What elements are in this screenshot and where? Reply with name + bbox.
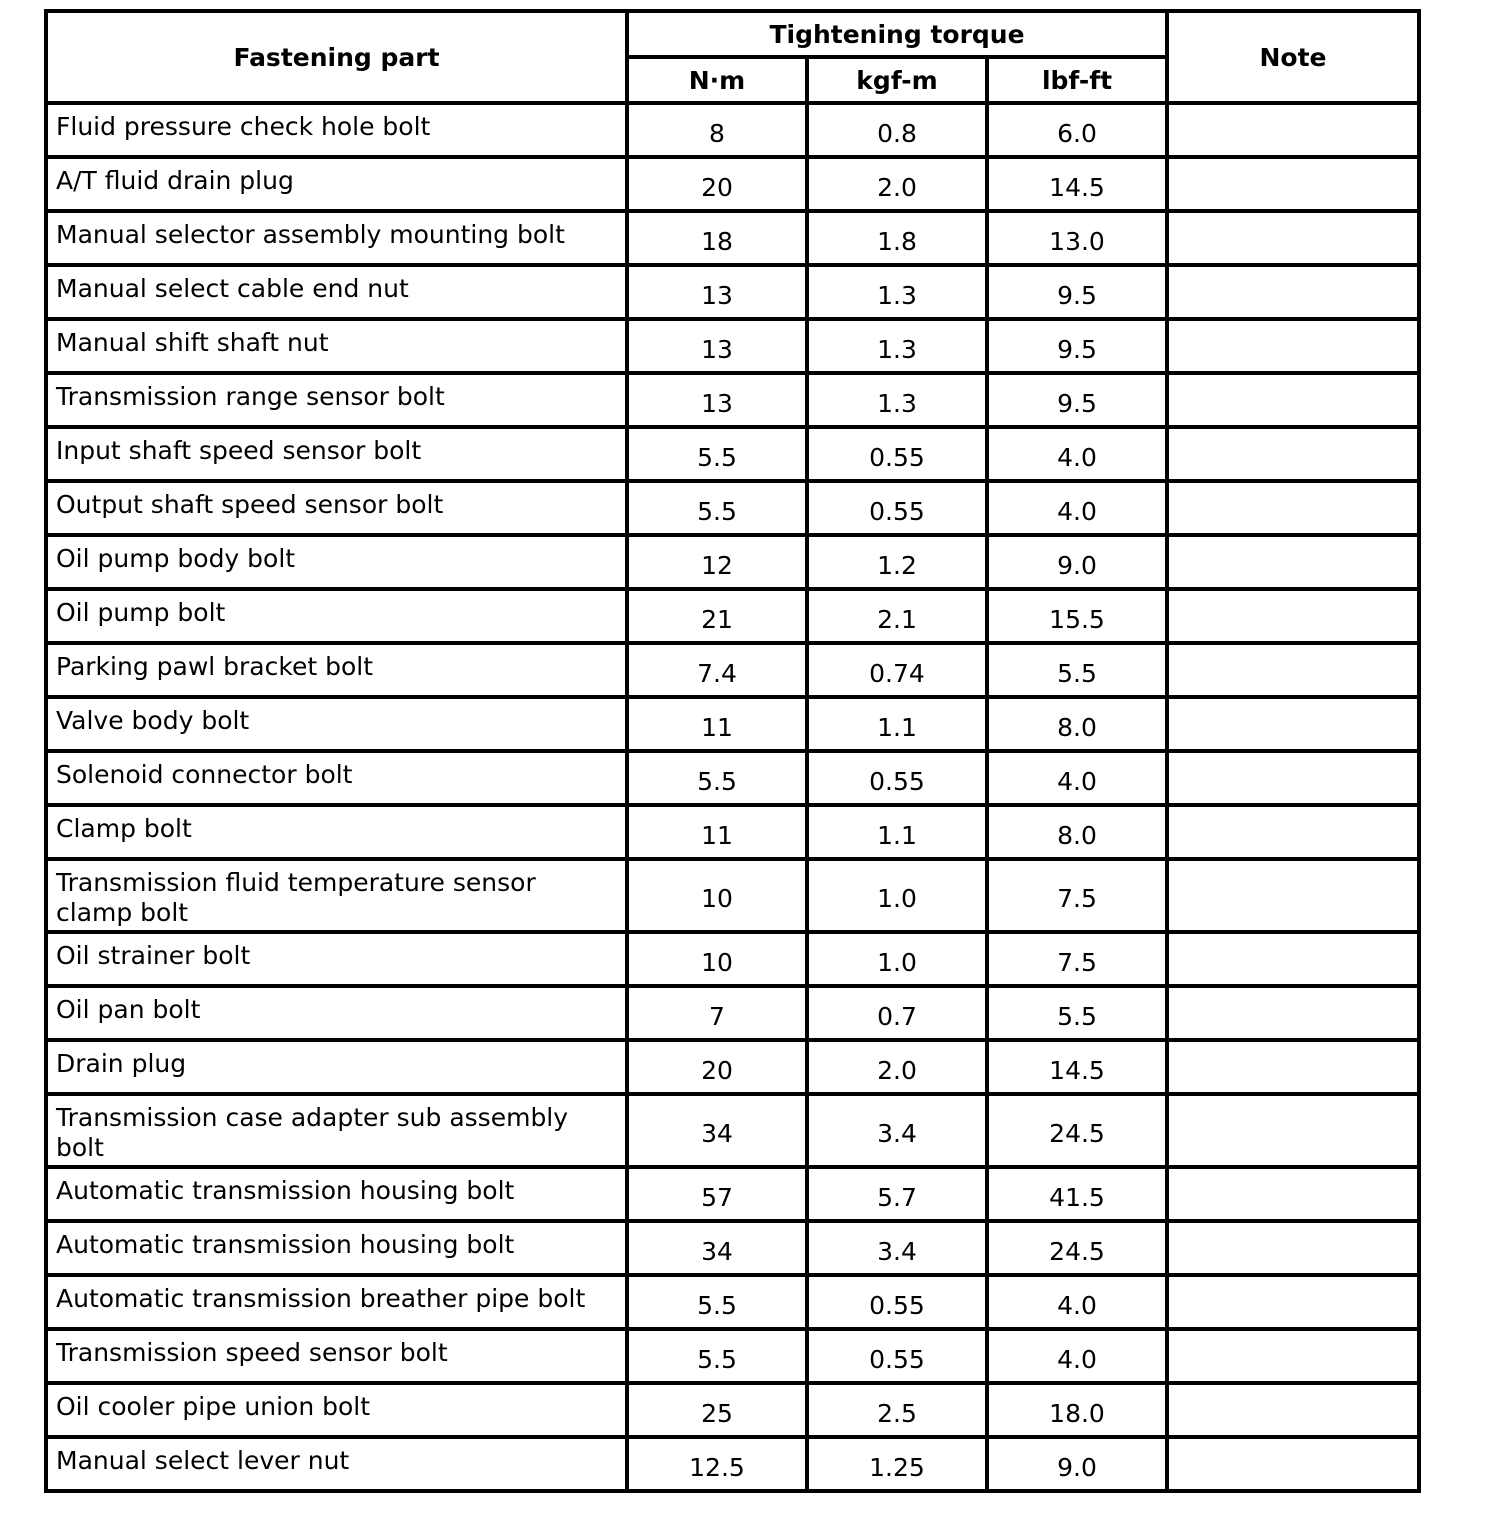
table-row bbox=[46, 1221, 1419, 1275]
cell-nm: 11 bbox=[627, 697, 807, 751]
cell-note bbox=[1167, 157, 1419, 211]
cell-fastening-part: Solenoid connector bolt bbox=[46, 751, 627, 805]
cell-fastening-part: Drain plug bbox=[46, 1040, 627, 1094]
cell-lbfft: 4.0 bbox=[987, 1329, 1167, 1383]
cell-nm: 20 bbox=[627, 157, 807, 211]
cell-kgfm: 1.8 bbox=[807, 211, 987, 265]
cell-lbfft: 4.0 bbox=[987, 1275, 1167, 1329]
cell-lbfft: 14.5 bbox=[987, 1040, 1167, 1094]
header-fastening-part: Fastening part bbox=[46, 11, 627, 103]
cell-fastening-part: Transmission speed sensor bolt bbox=[46, 1329, 627, 1383]
cell-kgfm: 0.74 bbox=[807, 643, 987, 697]
cell-nm: 8 bbox=[627, 103, 807, 157]
header-unit-nm: N·m bbox=[627, 57, 807, 103]
cell-nm: 12 bbox=[627, 535, 807, 589]
cell-kgfm: 3.4 bbox=[807, 1221, 987, 1275]
table-body bbox=[46, 103, 1419, 1491]
table-row bbox=[46, 1275, 1419, 1329]
cell-lbfft: 9.5 bbox=[987, 319, 1167, 373]
cell-note bbox=[1167, 481, 1419, 535]
cell-nm: 13 bbox=[627, 265, 807, 319]
cell-fastening-part: Automatic transmission housing bolt bbox=[46, 1167, 627, 1221]
cell-note bbox=[1167, 1437, 1419, 1491]
cell-kgfm: 0.55 bbox=[807, 1329, 987, 1383]
cell-note bbox=[1167, 643, 1419, 697]
cell-nm: 21 bbox=[627, 589, 807, 643]
cell-lbfft: 18.0 bbox=[987, 1383, 1167, 1437]
cell-note bbox=[1167, 319, 1419, 373]
cell-lbfft: 41.5 bbox=[987, 1167, 1167, 1221]
cell-kgfm: 0.8 bbox=[807, 103, 987, 157]
torque-table bbox=[44, 9, 1421, 1493]
cell-lbfft: 15.5 bbox=[987, 589, 1167, 643]
cell-fastening-part: Oil pan bolt bbox=[46, 986, 627, 1040]
table-row bbox=[46, 103, 1419, 157]
cell-note bbox=[1167, 427, 1419, 481]
cell-nm: 5.5 bbox=[627, 1329, 807, 1383]
cell-note bbox=[1167, 1167, 1419, 1221]
cell-fastening-part: Manual selector assembly mounting bolt bbox=[46, 211, 627, 265]
table-row bbox=[46, 265, 1419, 319]
cell-fastening-part: Transmission range sensor bolt bbox=[46, 373, 627, 427]
table-row bbox=[46, 1167, 1419, 1221]
cell-kgfm: 1.25 bbox=[807, 1437, 987, 1491]
header-unit-lbfft: lbf-ft bbox=[987, 57, 1167, 103]
header-unit-kgfm: kgf-m bbox=[807, 57, 987, 103]
cell-kgfm: 1.3 bbox=[807, 319, 987, 373]
cell-lbfft: 13.0 bbox=[987, 211, 1167, 265]
table-row bbox=[46, 1040, 1419, 1094]
cell-lbfft: 24.5 bbox=[987, 1221, 1167, 1275]
cell-kgfm: 0.55 bbox=[807, 1275, 987, 1329]
cell-nm: 5.5 bbox=[627, 1275, 807, 1329]
cell-fastening-part: Transmission fluid temperature sensor clamp bolt bbox=[46, 859, 627, 932]
cell-lbfft: 6.0 bbox=[987, 103, 1167, 157]
cell-fastening-part: Manual select cable end nut bbox=[46, 265, 627, 319]
cell-nm: 34 bbox=[627, 1221, 807, 1275]
cell-kgfm: 1.0 bbox=[807, 859, 987, 932]
cell-lbfft: 7.5 bbox=[987, 859, 1167, 932]
table-row bbox=[46, 986, 1419, 1040]
table-row bbox=[46, 535, 1419, 589]
cell-kgfm: 2.0 bbox=[807, 157, 987, 211]
cell-kgfm: 1.1 bbox=[807, 805, 987, 859]
cell-kgfm: 2.5 bbox=[807, 1383, 987, 1437]
cell-nm: 10 bbox=[627, 932, 807, 986]
cell-fastening-part: Fluid pressure check hole bolt bbox=[46, 103, 627, 157]
cell-kgfm: 0.55 bbox=[807, 751, 987, 805]
cell-fastening-part: Oil cooler pipe union bolt bbox=[46, 1383, 627, 1437]
cell-note bbox=[1167, 751, 1419, 805]
cell-kgfm: 1.3 bbox=[807, 265, 987, 319]
table-row bbox=[46, 643, 1419, 697]
cell-note bbox=[1167, 1383, 1419, 1437]
cell-kgfm: 2.0 bbox=[807, 1040, 987, 1094]
cell-lbfft: 8.0 bbox=[987, 697, 1167, 751]
cell-note bbox=[1167, 697, 1419, 751]
cell-kgfm: 0.7 bbox=[807, 986, 987, 1040]
cell-note bbox=[1167, 986, 1419, 1040]
cell-lbfft: 8.0 bbox=[987, 805, 1167, 859]
table-row bbox=[46, 859, 1419, 932]
cell-nm: 57 bbox=[627, 1167, 807, 1221]
table-row bbox=[46, 157, 1419, 211]
cell-nm: 5.5 bbox=[627, 751, 807, 805]
table-row bbox=[46, 932, 1419, 986]
table-row bbox=[46, 751, 1419, 805]
cell-lbfft: 4.0 bbox=[987, 427, 1167, 481]
cell-lbfft: 14.5 bbox=[987, 157, 1167, 211]
header-note: Note bbox=[1167, 11, 1419, 103]
header-tightening-torque: Tightening torque bbox=[627, 11, 1167, 57]
table-header bbox=[46, 11, 1419, 103]
table-row bbox=[46, 373, 1419, 427]
cell-nm: 10 bbox=[627, 859, 807, 932]
cell-fastening-part: Parking pawl bracket bolt bbox=[46, 643, 627, 697]
cell-kgfm: 5.7 bbox=[807, 1167, 987, 1221]
cell-lbfft: 24.5 bbox=[987, 1094, 1167, 1167]
cell-lbfft: 9.5 bbox=[987, 373, 1167, 427]
cell-note bbox=[1167, 932, 1419, 986]
cell-nm: 5.5 bbox=[627, 427, 807, 481]
cell-nm: 34 bbox=[627, 1094, 807, 1167]
cell-kgfm: 0.55 bbox=[807, 427, 987, 481]
table-row bbox=[46, 1383, 1419, 1437]
table-row bbox=[46, 319, 1419, 373]
table-row bbox=[46, 1437, 1419, 1491]
cell-note bbox=[1167, 859, 1419, 932]
cell-fastening-part: Automatic transmission breather pipe bolt bbox=[46, 1275, 627, 1329]
table-row bbox=[46, 481, 1419, 535]
cell-nm: 25 bbox=[627, 1383, 807, 1437]
cell-kgfm: 1.3 bbox=[807, 373, 987, 427]
table-row bbox=[46, 805, 1419, 859]
cell-nm: 18 bbox=[627, 211, 807, 265]
header-row-top bbox=[46, 11, 1419, 57]
cell-fastening-part: Clamp bolt bbox=[46, 805, 627, 859]
table-row bbox=[46, 589, 1419, 643]
cell-nm: 13 bbox=[627, 319, 807, 373]
table-row bbox=[46, 1329, 1419, 1383]
cell-note bbox=[1167, 373, 1419, 427]
cell-fastening-part: Oil strainer bolt bbox=[46, 932, 627, 986]
table-row bbox=[46, 1094, 1419, 1167]
cell-lbfft: 5.5 bbox=[987, 986, 1167, 1040]
cell-nm: 20 bbox=[627, 1040, 807, 1094]
cell-note bbox=[1167, 535, 1419, 589]
cell-kgfm: 1.2 bbox=[807, 535, 987, 589]
cell-lbfft: 4.0 bbox=[987, 751, 1167, 805]
table-row bbox=[46, 427, 1419, 481]
cell-kgfm: 1.1 bbox=[807, 697, 987, 751]
cell-nm: 7 bbox=[627, 986, 807, 1040]
cell-note bbox=[1167, 103, 1419, 157]
cell-fastening-part: Oil pump bolt bbox=[46, 589, 627, 643]
cell-note bbox=[1167, 1094, 1419, 1167]
cell-note bbox=[1167, 211, 1419, 265]
cell-nm: 5.5 bbox=[627, 481, 807, 535]
cell-kgfm: 1.0 bbox=[807, 932, 987, 986]
cell-lbfft: 7.5 bbox=[987, 932, 1167, 986]
cell-fastening-part: Manual select lever nut bbox=[46, 1437, 627, 1491]
cell-note bbox=[1167, 589, 1419, 643]
cell-fastening-part: A/T fluid drain plug bbox=[46, 157, 627, 211]
cell-kgfm: 0.55 bbox=[807, 481, 987, 535]
cell-lbfft: 4.0 bbox=[987, 481, 1167, 535]
cell-note bbox=[1167, 805, 1419, 859]
table-row bbox=[46, 211, 1419, 265]
cell-lbfft: 9.5 bbox=[987, 265, 1167, 319]
cell-fastening-part: Valve body bolt bbox=[46, 697, 627, 751]
cell-kgfm: 3.4 bbox=[807, 1094, 987, 1167]
cell-fastening-part: Transmission case adapter sub assembly bolt bbox=[46, 1094, 627, 1167]
cell-nm: 12.5 bbox=[627, 1437, 807, 1491]
cell-kgfm: 2.1 bbox=[807, 589, 987, 643]
cell-fastening-part: Output shaft speed sensor bolt bbox=[46, 481, 627, 535]
cell-lbfft: 9.0 bbox=[987, 535, 1167, 589]
cell-nm: 7.4 bbox=[627, 643, 807, 697]
cell-note bbox=[1167, 1329, 1419, 1383]
cell-note bbox=[1167, 1221, 1419, 1275]
cell-nm: 13 bbox=[627, 373, 807, 427]
cell-fastening-part: Automatic transmission housing bolt bbox=[46, 1221, 627, 1275]
cell-nm: 11 bbox=[627, 805, 807, 859]
cell-note bbox=[1167, 265, 1419, 319]
cell-note bbox=[1167, 1275, 1419, 1329]
cell-lbfft: 9.0 bbox=[987, 1437, 1167, 1491]
cell-fastening-part: Oil pump body bolt bbox=[46, 535, 627, 589]
cell-fastening-part: Manual shift shaft nut bbox=[46, 319, 627, 373]
cell-lbfft: 5.5 bbox=[987, 643, 1167, 697]
cell-fastening-part: Input shaft speed sensor bolt bbox=[46, 427, 627, 481]
cell-note bbox=[1167, 1040, 1419, 1094]
table-row bbox=[46, 697, 1419, 751]
